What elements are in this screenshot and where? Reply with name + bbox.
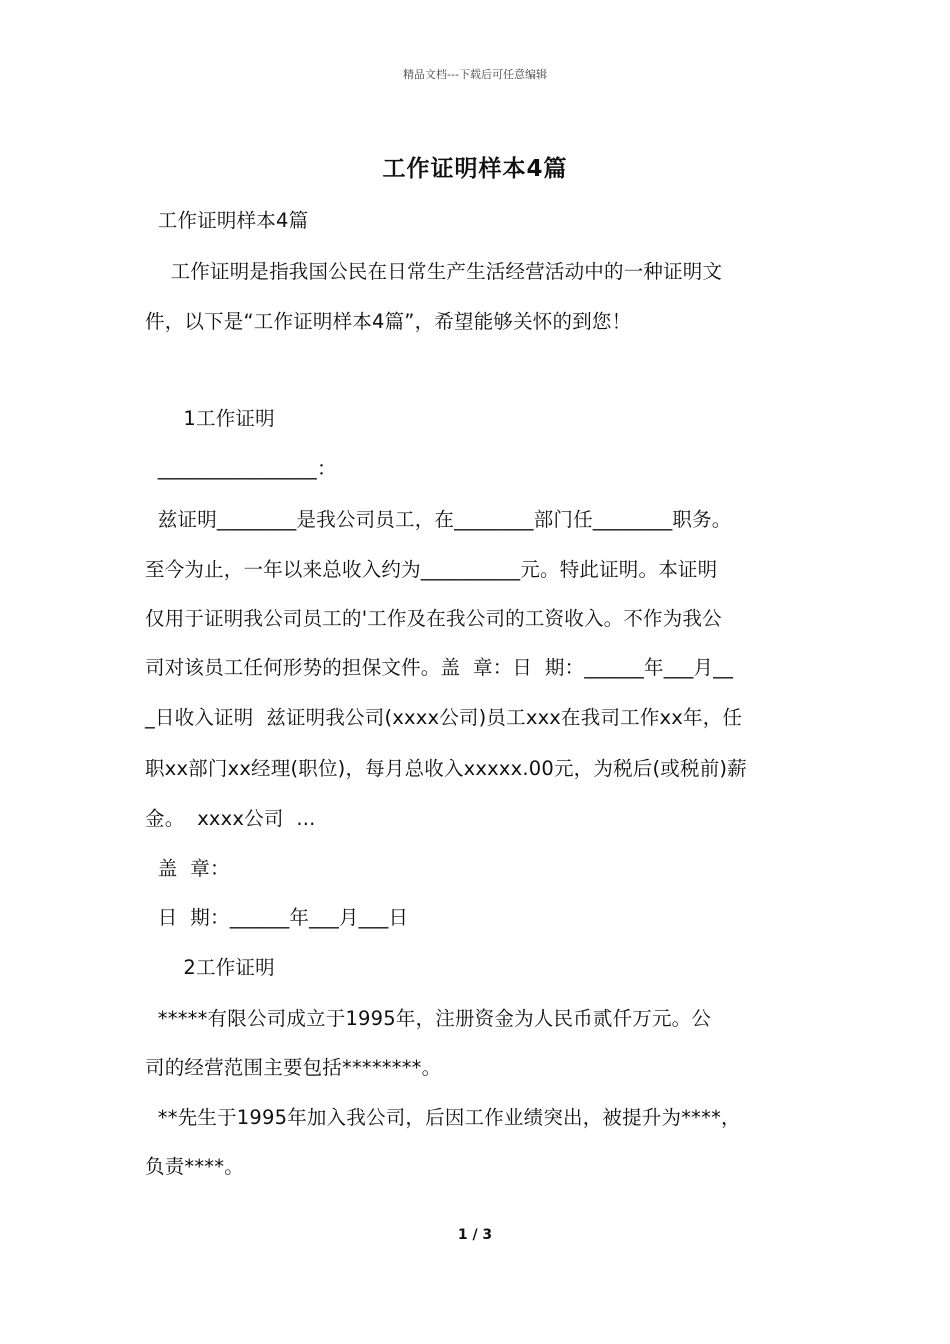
body-line: 工作证明样本4篇 bbox=[145, 209, 309, 232]
section-heading: 1工作证明 bbox=[145, 407, 275, 430]
body-line: 至今为止，一年以来总收入约为__________元。特此证明。本证明 bbox=[145, 558, 718, 581]
section-heading: 2工作证明 bbox=[145, 956, 275, 979]
body-line: 司对该员工任何形势的担保文件。盖 章：日 期：______年___月__ bbox=[145, 656, 734, 679]
body-line: 金。 xxxx公司 ... bbox=[145, 807, 316, 830]
body-line: 日 期：______年___月___日 bbox=[145, 906, 409, 929]
body-line: 负责****。 bbox=[145, 1155, 244, 1178]
page-header: 精品文档---下载后可任意编辑 bbox=[403, 68, 547, 81]
body-line: 仅用于证明我公司员工的'工作及在我公司的工资收入。不作为我公 bbox=[145, 607, 722, 630]
body-line: 兹证明________是我公司员工，在________部门任________职务。 bbox=[145, 508, 732, 531]
body-line: 盖 章： bbox=[145, 857, 230, 880]
body-line: 职xx部门xx经理(职位)，每月总收入xxxxx.00元，为税后(或税前)薪 bbox=[145, 757, 747, 780]
page-number: 1 / 3 bbox=[457, 1227, 493, 1243]
body-line: *****有限公司成立于1995年，注册资金为人民币贰仟万元。公 bbox=[145, 1007, 712, 1030]
body-line: ________________： bbox=[145, 457, 337, 480]
body-line: 件，以下是“工作证明样本4篇”，希望能够关怀的到您！ bbox=[145, 310, 632, 333]
document-title: 工作证明样本4篇 bbox=[382, 156, 568, 182]
body-line: 工作证明是指我国公民在日常生产生活经营活动中的一种证明文 bbox=[145, 260, 723, 283]
body-line: _日收入证明 兹证明我公司(xxxx公司)员工xxx在我司工作xx年，任 bbox=[145, 706, 743, 729]
body-line: 司的经营范围主要包括********。 bbox=[145, 1056, 442, 1079]
body-line: **先生于1995年加入我公司，后因工作业绩突出，被提升为****， bbox=[145, 1106, 741, 1129]
